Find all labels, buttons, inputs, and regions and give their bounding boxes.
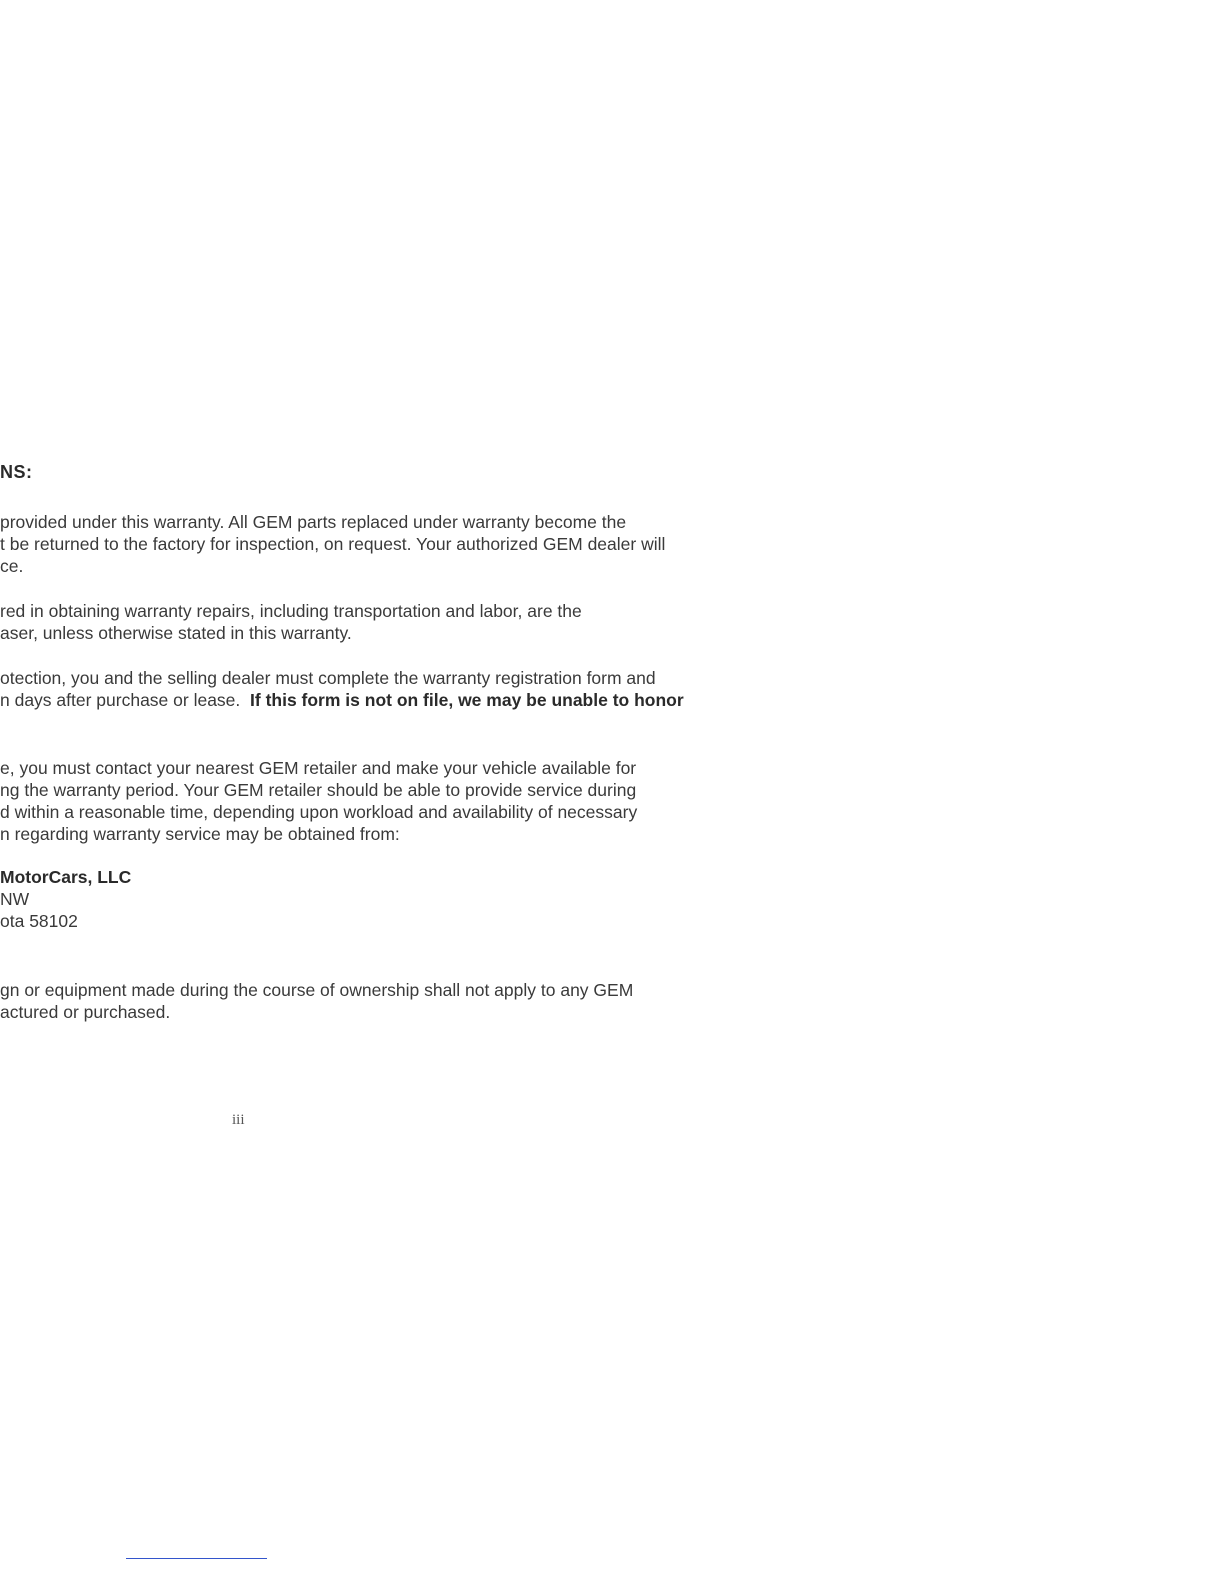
paragraph-registration-form bbox=[0, 667, 684, 711]
address-city-state-zip: ota 58102 bbox=[0, 911, 78, 931]
company-name: MotorCars, LLC bbox=[0, 867, 132, 887]
paragraph-line: red in obtaining warranty repairs, including transportation and labor, are the bbox=[0, 601, 582, 621]
paragraph-line bbox=[0, 689, 684, 711]
paragraph-line: t be returned to the factory for inspection, on request. Your authorized GEM dealer will bbox=[0, 534, 666, 554]
paragraph-warranty-service bbox=[0, 757, 637, 845]
paragraph-line: d within a reasonable time, depending upon workload and availability of necessary bbox=[0, 802, 638, 822]
footer-rule bbox=[126, 1558, 267, 1559]
paragraph-line: ng the warranty period. Your GEM retailer should be able to provide service during bbox=[0, 780, 637, 800]
page-number: iii bbox=[232, 1112, 245, 1128]
paragraph-line: gn or equipment made during the course of ownership shall not apply to any GEM bbox=[0, 980, 634, 1000]
paragraph-line: ce. bbox=[0, 556, 24, 576]
company-address bbox=[0, 866, 131, 932]
address-street: NW bbox=[0, 889, 30, 909]
paragraph-line: e, you must contact your nearest GEM retailer and make your vehicle available for bbox=[0, 758, 637, 778]
section-heading: NS: bbox=[0, 462, 33, 482]
paragraph-line: actured or purchased. bbox=[0, 1002, 171, 1022]
paragraph-line: provided under this warranty. All GEM parts replaced under warranty become the bbox=[0, 512, 627, 532]
paragraph-repair-costs bbox=[0, 600, 582, 644]
paragraph-text: n days after purchase or lease. bbox=[0, 690, 241, 710]
paragraph-line: otection, you and the selling dealer must complete the warranty registration form and bbox=[0, 668, 656, 688]
paragraph-design-changes bbox=[0, 979, 633, 1023]
paragraph-warning-text: If this form is not on file, we may be unable to honor bbox=[250, 690, 684, 710]
paragraph-line: aser, unless otherwise stated in this warranty. bbox=[0, 623, 352, 643]
paragraph-line: n regarding warranty service may be obtained from: bbox=[0, 824, 400, 844]
paragraph-parts-returned bbox=[0, 511, 665, 577]
